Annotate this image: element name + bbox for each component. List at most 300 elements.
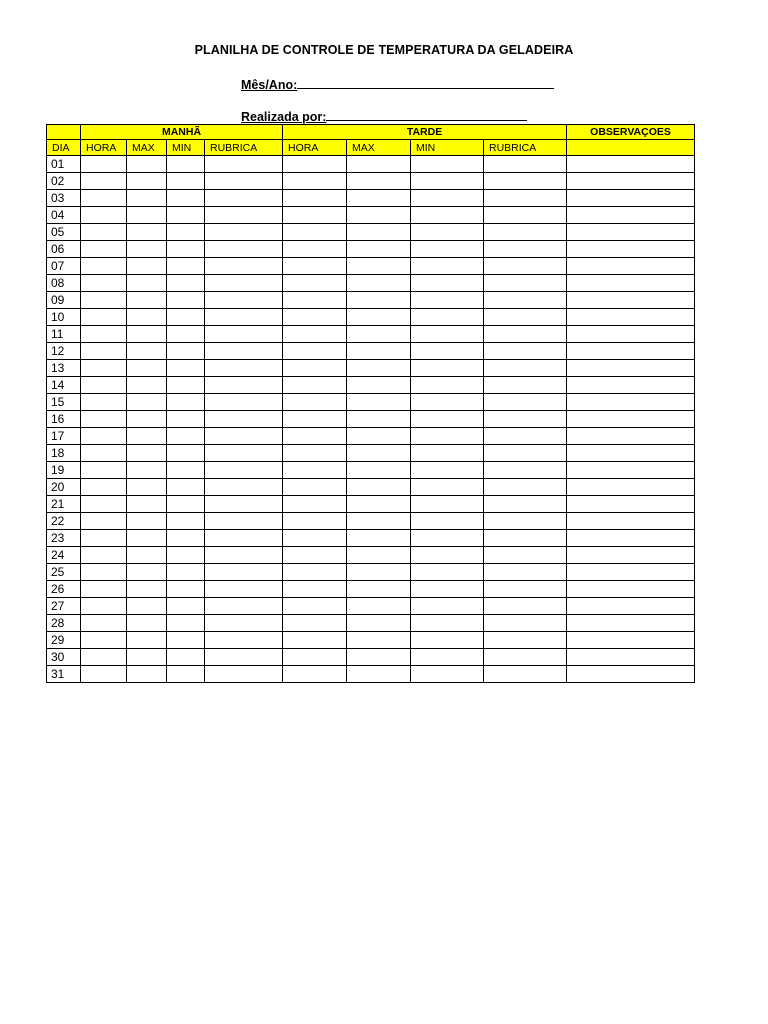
rubrica-manha-cell[interactable] [205,241,283,258]
rubrica-tarde-cell[interactable] [484,445,567,462]
rubrica-tarde-cell[interactable] [484,241,567,258]
observacoes-cell[interactable] [567,462,695,479]
max-manha-cell[interactable] [127,547,167,564]
rubrica-tarde-cell[interactable] [484,258,567,275]
observacoes-cell[interactable] [567,445,695,462]
max-manha-cell[interactable] [127,411,167,428]
hora-tarde-cell[interactable] [283,156,347,173]
observacoes-cell[interactable] [567,615,695,632]
dia-cell: 28 [47,615,81,632]
max-tarde-cell[interactable] [347,445,411,462]
hora-tarde-cell[interactable] [283,326,347,343]
min-manha-cell[interactable] [167,207,205,224]
observacoes-cell[interactable] [567,377,695,394]
rubrica-manha-cell[interactable] [205,513,283,530]
min-manha-cell[interactable] [167,258,205,275]
hora-tarde-cell[interactable] [283,581,347,598]
min-manha-cell[interactable] [167,496,205,513]
rubrica-manha-cell[interactable] [205,207,283,224]
hora-manha-cell[interactable] [81,258,127,275]
max-tarde-cell[interactable] [347,496,411,513]
observacoes-cell[interactable] [567,241,695,258]
observacoes-cell[interactable] [567,258,695,275]
mes-ano-field[interactable] [241,76,554,92]
observacoes-cell[interactable] [567,428,695,445]
hora-manha-cell[interactable] [81,564,127,581]
min-manha-cell[interactable] [167,360,205,377]
rubrica-tarde-cell[interactable] [484,309,567,326]
realizada-por-field[interactable] [241,108,527,124]
rubrica-manha-cell[interactable] [205,156,283,173]
min-manha-cell[interactable] [167,649,205,666]
max-manha-cell[interactable] [127,309,167,326]
max-manha-cell[interactable] [127,190,167,207]
min-tarde-cell[interactable] [411,343,484,360]
observacoes-cell[interactable] [567,496,695,513]
min-tarde-cell[interactable] [411,479,484,496]
min-manha-cell[interactable] [167,309,205,326]
hora-tarde-cell[interactable] [283,190,347,207]
max-manha-cell[interactable] [127,479,167,496]
max-tarde-cell[interactable] [347,207,411,224]
hora-tarde-cell[interactable] [283,309,347,326]
hora-manha-cell[interactable] [81,666,127,683]
rubrica-tarde-cell[interactable] [484,156,567,173]
observacoes-cell[interactable] [567,360,695,377]
hora-manha-cell[interactable] [81,496,127,513]
min-manha-cell[interactable] [167,666,205,683]
rubrica-tarde-cell[interactable] [484,547,567,564]
rubrica-manha-cell[interactable] [205,258,283,275]
rubrica-tarde-cell[interactable] [484,598,567,615]
hora-tarde-cell[interactable] [283,343,347,360]
min-manha-cell[interactable] [167,513,205,530]
max-tarde-cell[interactable] [347,377,411,394]
observacoes-cell[interactable] [567,530,695,547]
rubrica-manha-cell[interactable] [205,445,283,462]
max-tarde-cell[interactable] [347,394,411,411]
dia-cell: 24 [47,547,81,564]
rubrica-manha-cell[interactable] [205,632,283,649]
observacoes-cell[interactable] [567,190,695,207]
min-tarde-cell[interactable] [411,649,484,666]
max-tarde-cell[interactable] [347,360,411,377]
hora-tarde-cell[interactable] [283,547,347,564]
table-row [47,445,695,462]
max-manha-cell[interactable] [127,428,167,445]
max-manha-cell[interactable] [127,564,167,581]
max-tarde-cell[interactable] [347,343,411,360]
hora-tarde-cell[interactable] [283,207,347,224]
rubrica-tarde-cell[interactable] [484,632,567,649]
max-manha-cell[interactable] [127,598,167,615]
rubrica-manha-cell[interactable] [205,394,283,411]
hora-tarde-cell[interactable] [283,632,347,649]
dia-cell: 20 [47,479,81,496]
max-manha-cell[interactable] [127,615,167,632]
rubrica-manha-cell[interactable] [205,360,283,377]
rubrica-manha-cell[interactable] [205,649,283,666]
min-tarde-cell[interactable] [411,377,484,394]
observacoes-cell[interactable] [567,666,695,683]
hora-tarde-cell[interactable] [283,411,347,428]
max-manha-cell[interactable] [127,513,167,530]
table-row [47,462,695,479]
table-row [47,292,695,309]
max-manha-cell[interactable] [127,224,167,241]
dia-cell: 12 [47,343,81,360]
max-tarde-cell[interactable] [347,632,411,649]
hora-manha-cell[interactable] [81,530,127,547]
mes-ano-blank-line[interactable] [297,76,554,89]
max-manha-cell[interactable] [127,292,167,309]
col-header-max-tarde: MAX [347,140,411,156]
hora-manha-cell[interactable] [81,173,127,190]
max-tarde-cell[interactable] [347,479,411,496]
table-row [47,581,695,598]
hora-tarde-cell[interactable] [283,445,347,462]
max-tarde-cell[interactable] [347,564,411,581]
max-tarde-cell[interactable] [347,173,411,190]
rubrica-manha-cell[interactable] [205,173,283,190]
rubrica-manha-cell[interactable] [205,275,283,292]
hora-manha-cell[interactable] [81,292,127,309]
rubrica-tarde-cell[interactable] [484,224,567,241]
observacoes-cell[interactable] [567,156,695,173]
max-tarde-cell[interactable] [347,292,411,309]
max-tarde-cell[interactable] [347,598,411,615]
min-manha-cell[interactable] [167,462,205,479]
hora-tarde-cell[interactable] [283,428,347,445]
rubrica-tarde-cell[interactable] [484,564,567,581]
max-manha-cell[interactable] [127,394,167,411]
min-tarde-cell[interactable] [411,513,484,530]
observacoes-cell[interactable] [567,581,695,598]
hora-tarde-cell[interactable] [283,649,347,666]
table-row [47,207,695,224]
hora-tarde-cell[interactable] [283,513,347,530]
min-manha-cell[interactable] [167,598,205,615]
max-tarde-cell[interactable] [347,411,411,428]
max-tarde-cell[interactable] [347,258,411,275]
min-tarde-cell[interactable] [411,496,484,513]
max-manha-cell[interactable] [127,207,167,224]
min-tarde-cell[interactable] [411,462,484,479]
min-manha-cell[interactable] [167,292,205,309]
observacoes-cell[interactable] [567,649,695,666]
max-manha-cell[interactable] [127,649,167,666]
rubrica-manha-cell[interactable] [205,496,283,513]
rubrica-tarde-cell[interactable] [484,190,567,207]
max-tarde-cell[interactable] [347,615,411,632]
observacoes-cell[interactable] [567,479,695,496]
rubrica-tarde-cell[interactable] [484,462,567,479]
hora-manha-cell[interactable] [81,428,127,445]
min-tarde-cell[interactable] [411,190,484,207]
min-tarde-cell[interactable] [411,581,484,598]
hora-tarde-cell[interactable] [283,224,347,241]
observacoes-cell[interactable] [567,309,695,326]
hora-manha-cell[interactable] [81,581,127,598]
hora-tarde-cell[interactable] [283,564,347,581]
observacoes-cell[interactable] [567,326,695,343]
min-manha-cell[interactable] [167,632,205,649]
min-tarde-cell[interactable] [411,326,484,343]
min-tarde-cell[interactable] [411,241,484,258]
hora-manha-cell[interactable] [81,275,127,292]
max-tarde-cell[interactable] [347,224,411,241]
min-manha-cell[interactable] [167,190,205,207]
rubrica-manha-cell[interactable] [205,309,283,326]
rubrica-manha-cell[interactable] [205,530,283,547]
rubrica-manha-cell[interactable] [205,292,283,309]
max-manha-cell[interactable] [127,632,167,649]
rubrica-manha-cell[interactable] [205,326,283,343]
max-tarde-cell[interactable] [347,326,411,343]
hora-manha-cell[interactable] [81,343,127,360]
max-tarde-cell[interactable] [347,190,411,207]
min-tarde-cell[interactable] [411,309,484,326]
min-manha-cell[interactable] [167,173,205,190]
max-manha-cell[interactable] [127,377,167,394]
min-tarde-cell[interactable] [411,530,484,547]
rubrica-tarde-cell[interactable] [484,207,567,224]
max-tarde-cell[interactable] [347,547,411,564]
observacoes-cell[interactable] [567,632,695,649]
min-manha-cell[interactable] [167,445,205,462]
observacoes-cell[interactable] [567,411,695,428]
observacoes-cell[interactable] [567,275,695,292]
hora-manha-cell[interactable] [81,224,127,241]
min-tarde-cell[interactable] [411,547,484,564]
max-tarde-cell[interactable] [347,666,411,683]
min-tarde-cell[interactable] [411,445,484,462]
rubrica-manha-cell[interactable] [205,581,283,598]
rubrica-manha-cell[interactable] [205,377,283,394]
dia-cell: 04 [47,207,81,224]
min-manha-cell[interactable] [167,224,205,241]
hora-manha-cell[interactable] [81,445,127,462]
min-tarde-cell[interactable] [411,411,484,428]
hora-manha-cell[interactable] [81,615,127,632]
rubrica-manha-cell[interactable] [205,564,283,581]
max-manha-cell[interactable] [127,581,167,598]
rubrica-tarde-cell[interactable] [484,479,567,496]
rubrica-tarde-cell[interactable] [484,649,567,666]
rubrica-tarde-cell[interactable] [484,394,567,411]
min-tarde-cell[interactable] [411,292,484,309]
rubrica-tarde-cell[interactable] [484,326,567,343]
table-row [47,258,695,275]
max-manha-cell[interactable] [127,258,167,275]
observacoes-cell[interactable] [567,564,695,581]
hora-manha-cell[interactable] [81,394,127,411]
max-manha-cell[interactable] [127,666,167,683]
hora-manha-cell[interactable] [81,241,127,258]
hora-tarde-cell[interactable] [283,258,347,275]
rubrica-tarde-cell[interactable] [484,496,567,513]
rubrica-manha-cell[interactable] [205,598,283,615]
min-manha-cell[interactable] [167,275,205,292]
max-tarde-cell[interactable] [347,513,411,530]
observacoes-cell[interactable] [567,224,695,241]
hora-tarde-cell[interactable] [283,598,347,615]
hora-manha-cell[interactable] [81,377,127,394]
max-manha-cell[interactable] [127,360,167,377]
observacoes-cell[interactable] [567,394,695,411]
table-row [47,564,695,581]
hora-manha-cell[interactable] [81,479,127,496]
min-manha-cell[interactable] [167,343,205,360]
min-tarde-cell[interactable] [411,258,484,275]
realizada-por-blank-line[interactable] [326,108,527,121]
max-manha-cell[interactable] [127,445,167,462]
min-tarde-cell[interactable] [411,615,484,632]
max-manha-cell[interactable] [127,275,167,292]
hora-tarde-cell[interactable] [283,615,347,632]
min-tarde-cell[interactable] [411,275,484,292]
max-manha-cell[interactable] [127,496,167,513]
min-tarde-cell[interactable] [411,224,484,241]
min-manha-cell[interactable] [167,564,205,581]
min-manha-cell[interactable] [167,411,205,428]
min-manha-cell[interactable] [167,530,205,547]
max-tarde-cell[interactable] [347,156,411,173]
hora-manha-cell[interactable] [81,309,127,326]
rubrica-tarde-cell[interactable] [484,377,567,394]
rubrica-manha-cell[interactable] [205,547,283,564]
rubrica-manha-cell[interactable] [205,190,283,207]
max-tarde-cell[interactable] [347,275,411,292]
rubrica-tarde-cell[interactable] [484,428,567,445]
hora-manha-cell[interactable] [81,207,127,224]
hora-tarde-cell[interactable] [283,394,347,411]
hora-tarde-cell[interactable] [283,275,347,292]
dia-cell: 19 [47,462,81,479]
max-tarde-cell[interactable] [347,530,411,547]
observacoes-cell[interactable] [567,173,695,190]
min-tarde-cell[interactable] [411,428,484,445]
hora-manha-cell[interactable] [81,411,127,428]
min-manha-cell[interactable] [167,377,205,394]
max-manha-cell[interactable] [127,326,167,343]
hora-manha-cell[interactable] [81,190,127,207]
table-row [47,173,695,190]
observacoes-cell[interactable] [567,292,695,309]
rubrica-tarde-cell[interactable] [484,666,567,683]
hora-manha-cell[interactable] [81,156,127,173]
observacoes-cell[interactable] [567,207,695,224]
max-manha-cell[interactable] [127,156,167,173]
rubrica-manha-cell[interactable] [205,428,283,445]
min-tarde-cell[interactable] [411,632,484,649]
dia-cell: 27 [47,598,81,615]
hora-manha-cell[interactable] [81,632,127,649]
rubrica-tarde-cell[interactable] [484,513,567,530]
min-manha-cell[interactable] [167,394,205,411]
rubrica-manha-cell[interactable] [205,666,283,683]
hora-manha-cell[interactable] [81,513,127,530]
observacoes-cell[interactable] [567,513,695,530]
rubrica-manha-cell[interactable] [205,224,283,241]
min-manha-cell[interactable] [167,479,205,496]
hora-tarde-cell[interactable] [283,241,347,258]
max-tarde-cell[interactable] [347,241,411,258]
min-tarde-cell[interactable] [411,360,484,377]
min-tarde-cell[interactable] [411,564,484,581]
col-header-hora-manha: HORA [81,140,127,156]
rubrica-manha-cell[interactable] [205,411,283,428]
rubrica-manha-cell[interactable] [205,343,283,360]
min-tarde-cell[interactable] [411,394,484,411]
max-tarde-cell[interactable] [347,309,411,326]
hora-tarde-cell[interactable] [283,173,347,190]
hora-tarde-cell[interactable] [283,530,347,547]
min-tarde-cell[interactable] [411,207,484,224]
rubrica-tarde-cell[interactable] [484,360,567,377]
hora-manha-cell[interactable] [81,462,127,479]
min-manha-cell[interactable] [167,241,205,258]
rubrica-tarde-cell[interactable] [484,411,567,428]
hora-manha-cell[interactable] [81,360,127,377]
max-tarde-cell[interactable] [347,581,411,598]
min-manha-cell[interactable] [167,547,205,564]
rubrica-tarde-cell[interactable] [484,292,567,309]
min-tarde-cell[interactable] [411,598,484,615]
rubrica-manha-cell[interactable] [205,479,283,496]
observacoes-cell[interactable] [567,343,695,360]
rubrica-tarde-cell[interactable] [484,530,567,547]
min-tarde-cell[interactable] [411,156,484,173]
min-manha-cell[interactable] [167,326,205,343]
max-manha-cell[interactable] [127,241,167,258]
min-tarde-cell[interactable] [411,173,484,190]
hora-tarde-cell[interactable] [283,360,347,377]
min-manha-cell[interactable] [167,156,205,173]
rubrica-tarde-cell[interactable] [484,581,567,598]
max-tarde-cell[interactable] [347,649,411,666]
max-manha-cell[interactable] [127,462,167,479]
hora-manha-cell[interactable] [81,598,127,615]
hora-manha-cell[interactable] [81,547,127,564]
hora-tarde-cell[interactable] [283,496,347,513]
min-manha-cell[interactable] [167,428,205,445]
max-tarde-cell[interactable] [347,428,411,445]
rubrica-tarde-cell[interactable] [484,173,567,190]
rubrica-tarde-cell[interactable] [484,275,567,292]
observacoes-cell[interactable] [567,598,695,615]
rubrica-tarde-cell[interactable] [484,343,567,360]
max-manha-cell[interactable] [127,343,167,360]
max-tarde-cell[interactable] [347,462,411,479]
hora-tarde-cell[interactable] [283,462,347,479]
max-manha-cell[interactable] [127,173,167,190]
hora-tarde-cell[interactable] [283,292,347,309]
min-tarde-cell[interactable] [411,666,484,683]
hora-tarde-cell[interactable] [283,377,347,394]
min-manha-cell[interactable] [167,615,205,632]
hora-tarde-cell[interactable] [283,666,347,683]
rubrica-tarde-cell[interactable] [484,615,567,632]
rubrica-manha-cell[interactable] [205,615,283,632]
min-manha-cell[interactable] [167,581,205,598]
hora-manha-cell[interactable] [81,649,127,666]
observacoes-cell[interactable] [567,547,695,564]
hora-manha-cell[interactable] [81,326,127,343]
max-manha-cell[interactable] [127,530,167,547]
rubrica-manha-cell[interactable] [205,462,283,479]
hora-tarde-cell[interactable] [283,479,347,496]
